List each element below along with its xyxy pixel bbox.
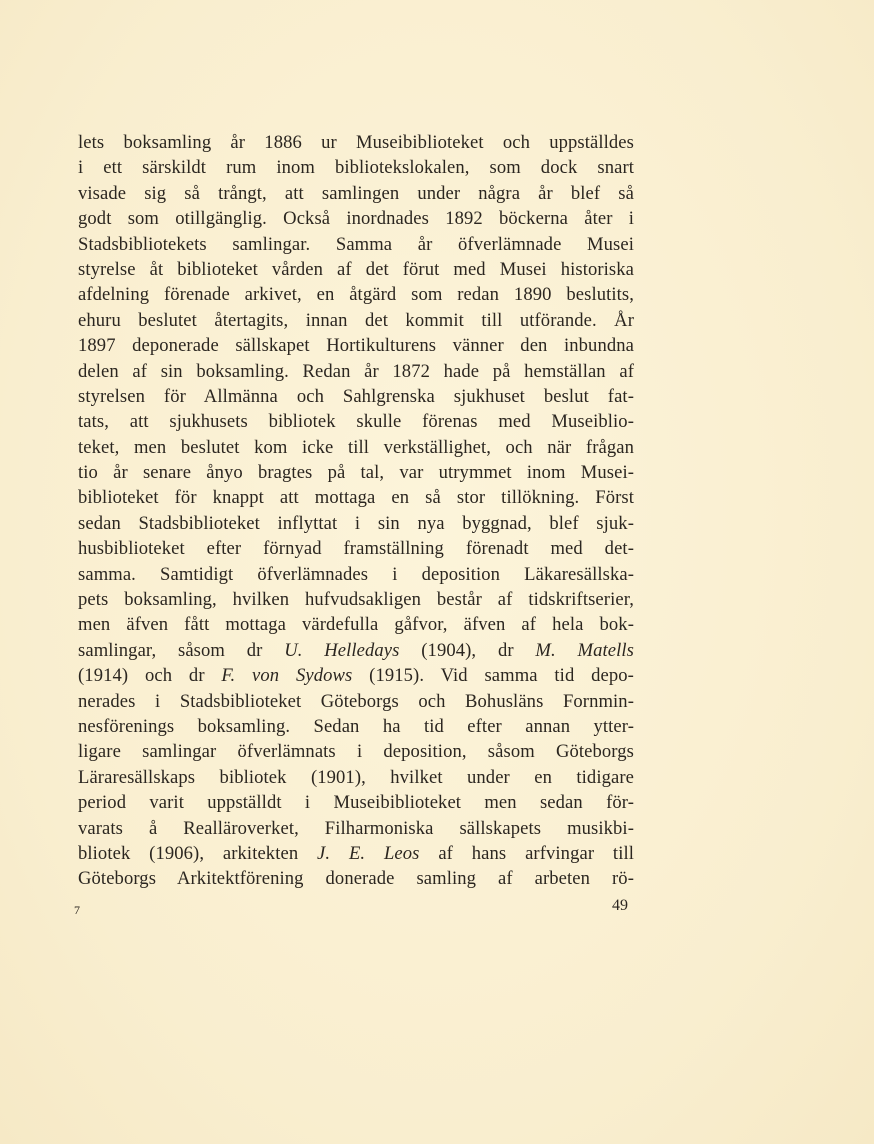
italic-name: U. Helledays xyxy=(284,639,400,661)
text-segment: (1915). Vid samma tid depo- xyxy=(352,665,634,687)
text-segment: bliotek (1906), arkitekten xyxy=(78,842,318,864)
text-line xyxy=(78,232,634,257)
text-segment: tio år senare ånyo bragtes på tal, var utrymmet inom Musei- xyxy=(78,462,634,484)
text-line xyxy=(78,663,634,688)
text-segment: 1897 deponerade sällskapet Hortikulturens vänner den inbundna xyxy=(78,335,634,357)
text-segment: delen af sin boksamling. Redan år 1872 hade på hemställan af xyxy=(78,360,634,382)
text-line xyxy=(78,308,634,333)
text-segment: Göteborgs Arkitektförening donerade samling af arbeten rö- xyxy=(78,868,634,890)
text-line xyxy=(78,536,634,561)
text-line xyxy=(78,765,634,790)
text-segment: af hans arfvingar till xyxy=(419,842,634,864)
text-line xyxy=(78,638,634,663)
text-line xyxy=(78,816,634,841)
page-number: 49 xyxy=(612,897,628,914)
text-segment: lets boksamling år 1886 ur Museibiblioteket och uppställdes xyxy=(78,132,634,153)
text-segment: Läraresällskaps bibliotek (1901), hvilket under en tidigare xyxy=(78,766,634,788)
text-line xyxy=(78,739,634,764)
text-segment: visade sig så trångt, att samlingen under några år blef så xyxy=(78,182,634,204)
text-line xyxy=(78,511,634,536)
text-segment: period varit uppställdt i Museibiblioteket men sedan för- xyxy=(78,792,634,814)
body-text xyxy=(78,130,634,892)
text-segment: husbiblioteket efter förnyad framställning förenadt med det- xyxy=(78,538,634,560)
text-segment: styrelse åt biblioteket vården af det förut med Musei historiska xyxy=(78,258,634,280)
text-segment: (1914) och dr xyxy=(78,665,222,687)
text-line xyxy=(78,409,634,434)
text-segment: tats, att sjukhusets bibliotek skulle förenas med Museiblio- xyxy=(78,411,634,433)
text-segment: samma. Samtidigt öfverlämnades i deposition Läkaresällska- xyxy=(78,563,634,585)
text-line xyxy=(78,130,634,155)
text-line xyxy=(78,257,634,282)
italic-name: J. E. Leos xyxy=(317,842,420,864)
text-segment: men äfven fått mottaga värdefulla gåfvor, äfven af hela bok- xyxy=(78,614,634,636)
text-line xyxy=(78,384,634,409)
italic-name: M. Matells xyxy=(535,639,634,661)
text-line xyxy=(78,155,634,180)
text-line xyxy=(78,689,634,714)
text-segment: pets boksamling, hvilken hufvudsakligen består af tidskriftserier, xyxy=(78,589,634,611)
text-segment: i ett särskildt rum inom bibliotekslokalen, som dock snart xyxy=(78,157,634,179)
text-line xyxy=(78,333,634,358)
text-line xyxy=(78,790,634,815)
text-segment: biblioteket för knappt att mottaga en så stor tillökning. Först xyxy=(78,487,634,509)
text-segment: varats å Realläroverket, Filharmoniska sällskapets musikbi- xyxy=(78,817,634,839)
text-segment: godt som otillgänglig. Också inordnades 1892 böckerna åter i xyxy=(78,208,634,230)
text-segment: nesförenings boksamling. Sedan ha tid efter annan ytter- xyxy=(78,715,634,737)
text-segment: nerades i Stadsbiblioteket Göteborgs och Bohusläns Fornmin- xyxy=(78,690,634,712)
text-line xyxy=(78,587,634,612)
text-line xyxy=(78,282,634,307)
text-line xyxy=(78,485,634,510)
italic-name: F. von Sydows xyxy=(221,665,353,687)
text-line xyxy=(78,841,634,866)
signature-mark: 7 xyxy=(74,903,80,917)
text-segment: teket, men beslutet kom icke till verkställighet, och när frågan xyxy=(78,436,634,458)
text-segment: samlingar, såsom dr xyxy=(78,639,285,661)
text-segment: (1904), dr xyxy=(399,639,536,661)
text-segment: styrelsen för Allmänna och Sahlgrenska sjukhuset beslut fat- xyxy=(78,385,634,407)
text-line xyxy=(78,714,634,739)
text-segment: afdelning förenade arkivet, en åtgärd som redan 1890 beslutits, xyxy=(78,284,634,306)
text-line xyxy=(78,359,634,384)
text-segment: sedan Stadsbiblioteket inflyttat i sin nya byggnad, blef sjuk- xyxy=(78,512,634,534)
text-line xyxy=(78,612,634,637)
text-line xyxy=(78,206,634,231)
text-segment: ligare samlingar öfverlämnats i deposition, såsom Göteborgs xyxy=(78,741,634,763)
text-line xyxy=(78,435,634,460)
text-line xyxy=(78,866,634,891)
text-segment: Stadsbibliotekets samlingar. Samma år öfverlämnade Musei xyxy=(78,233,634,255)
text-line xyxy=(78,562,634,587)
text-segment: ehuru beslutet återtagits, innan det kommit till utförande. År xyxy=(78,309,634,331)
text-line xyxy=(78,460,634,485)
text-line xyxy=(78,181,634,206)
